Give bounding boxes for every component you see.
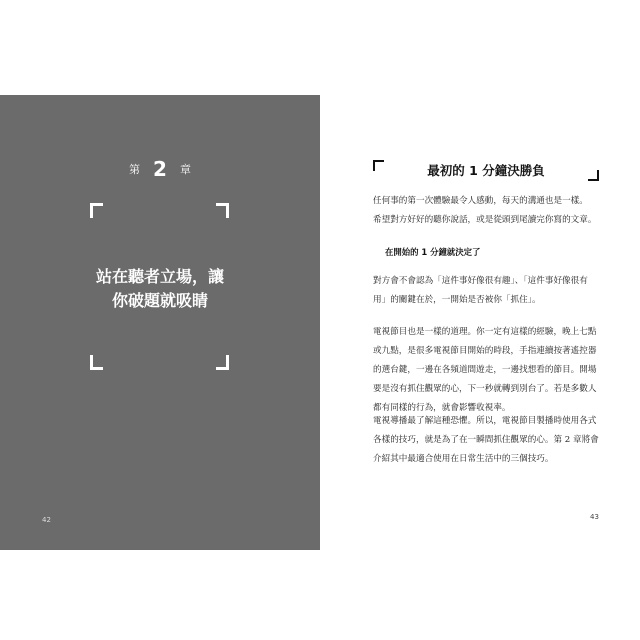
paragraph-4: 電視導播最了解這種恐懼。所以，電視節目製播時使用各式 各樣的技巧，就是為了在一瞬間抓住觀眾的心。第 2 章將會 介紹其中最適合使用在日常生活中的三個技巧。 bbox=[373, 416, 599, 464]
chapter-title-line-2: 你破題就吸睛 bbox=[111, 291, 208, 310]
section-title: 最初的 1 分鐘決勝負 bbox=[427, 163, 545, 178]
paragraph-1: 任何事的第一次體驗最令人感動，每天的溝通也是一樣。 希望對方好好的聽你說話，或是從頭到尾讀完你寫的文章。 bbox=[373, 196, 597, 225]
paragraph-2: 對方會不會認為「這件事好像很有趣」、「這件事好像很有 用」的關鍵在於，一開始是否被你「抓住」。 bbox=[373, 276, 588, 305]
section-bracket-right bbox=[588, 170, 599, 181]
paragraph-3: 電視節目也是一樣的道理。你一定有這樣的經驗，晚上七點 或九點，是很多電視節目開始的時段，手指連續按著遙控器 的選台鍵，一邊在各頻道間遊走，一邊找想看的節目。開場 要是沒有抓住觀眾的心，下一秒就轉到別台了。若是多數人 都有同樣的行為，就會影響收視率。 bbox=[373, 327, 597, 413]
chapter-label bbox=[0, 157, 320, 181]
chapter-title-line-1: 站在聽者立場，讓 bbox=[95, 267, 224, 286]
left-page bbox=[0, 95, 320, 550]
chapter-suffix: 章 bbox=[180, 163, 192, 176]
chapter-title bbox=[0, 265, 320, 313]
chapter-prefix: 第 bbox=[128, 163, 140, 176]
page-number-left: 42 bbox=[42, 516, 51, 524]
chapter-number: 2 bbox=[153, 157, 167, 181]
corner-bracket-top-right bbox=[216, 203, 229, 218]
corner-bracket-top-left bbox=[90, 203, 103, 218]
page-number-right: 43 bbox=[590, 513, 599, 521]
subheading: 在開始的 1 分鐘就決定了 bbox=[385, 247, 481, 257]
corner-bracket-bottom-left bbox=[90, 355, 103, 370]
corner-bracket-bottom-right bbox=[216, 355, 229, 370]
